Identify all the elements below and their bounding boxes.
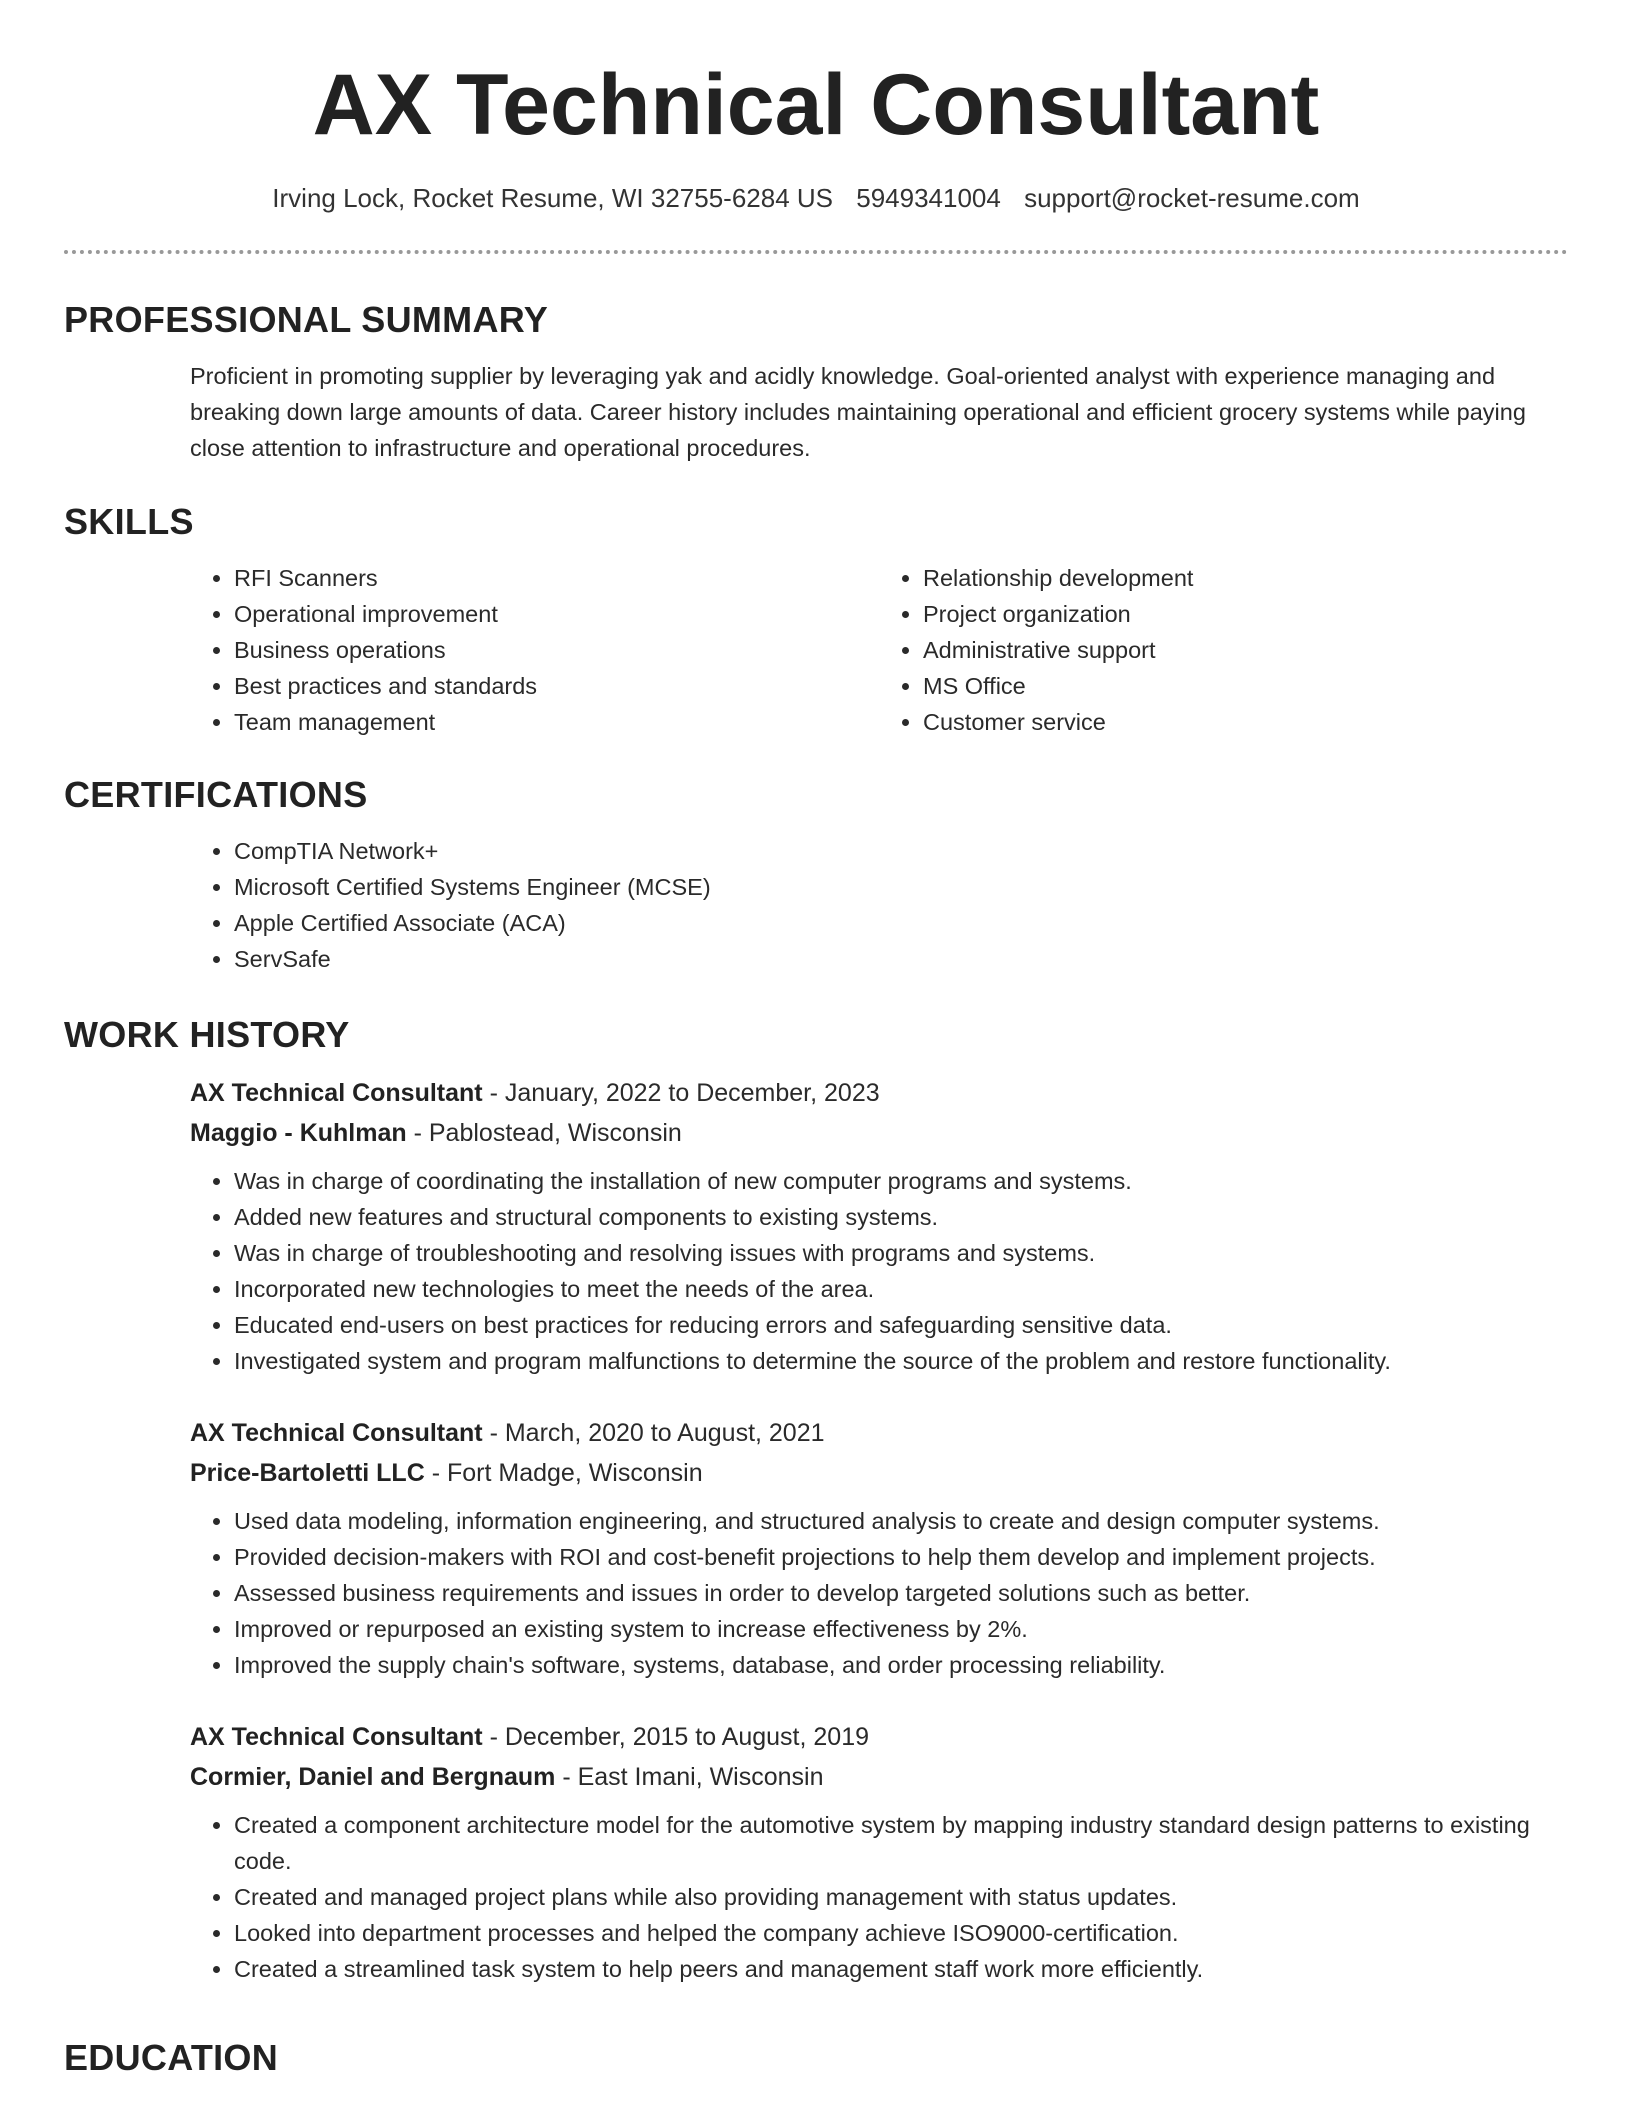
candidate-name: AX Technical Consultant [312,57,1320,153]
job-duty: • Added new features and structural components to existing systems. [234,1199,1568,1235]
job-duty: • Looked into department processes and helped the company achieve ISO9000-certification. [234,1915,1568,1951]
summary-heading: PROFESSIONAL SUMMARY [64,299,549,340]
job-duty: • Assessed business requirements and issues in order to develop targeted solutions such as better. [234,1575,1568,1611]
job-title-line [190,1073,1568,1113]
job-duty: • Created and managed project plans while also providing management with status updates. [234,1879,1568,1915]
job-dates: - March, 2020 to August, 2021 [482,1419,825,1447]
skills-list-right [879,560,1568,740]
skill-item: • Best practices and standards [234,668,879,704]
job-duty: • Used data modeling, information engineering, and structured analysis to create and design computer systems. [234,1503,1568,1539]
summary-text: Proficient in promoting supplier by leveraging yak and acidly knowledge. Goal-oriented analyst with experience managing and breaking down large amounts of data. Career history includes maintaining operational and efficient grocery systems while paying close attention to infrastructure and operational procedures. [190,363,1526,461]
job-duty: • Incorporated new technologies to meet the needs of the area. [234,1271,1568,1307]
job-company-line [190,1453,1568,1493]
job-company-line [190,1757,1568,1797]
job-location: - East Imani, Wisconsin [555,1763,824,1791]
work-history-heading: WORK HISTORY [64,1014,350,1055]
job-duty: • Improved or repurposed an existing system to increase effectiveness by 2%. [234,1611,1568,1647]
certifications-list [190,833,1568,977]
education-heading: EDUCATION [64,2037,279,2078]
contact-address: Irving Lock, Rocket Resume, WI 32755-6284 US [272,183,833,213]
job-duty: • Investigated system and program malfunctions to determine the source of the problem and restore functionality. [234,1343,1568,1379]
job-company: Maggio - Kuhlman [190,1119,407,1147]
skill-item: • Relationship development [923,560,1568,596]
job-duty: • Educated end-users on best practices for reducing errors and safeguarding sensitive data. [234,1307,1568,1343]
job-dates: - December, 2015 to August, 2019 [482,1723,870,1751]
skill-item: • RFI Scanners [234,560,879,596]
skills-heading: SKILLS [64,501,194,542]
certification-item: • ServSafe [234,941,1568,977]
job-duties [190,1503,1568,1683]
job-company: Cormier, Daniel and Bergnaum [190,1763,556,1791]
job-title: AX Technical Consultant [190,1723,483,1751]
job-duty: • Created a component architecture model for the automotive system by mapping industry standard design patterns to existing code. [234,1807,1568,1879]
certification-item: • Microsoft Certified Systems Engineer (MCSE) [234,869,1568,905]
skills-grid [190,560,1568,740]
certifications-heading: CERTIFICATIONS [64,774,368,815]
certifications-body [190,833,1568,977]
job-company: Price-Bartoletti LLC [190,1459,425,1487]
job-dates: - January, 2022 to December, 2023 [482,1079,880,1107]
job-duty: • Improved the supply chain's software, systems, database, and order processing reliability. [234,1647,1568,1683]
skill-item: • Team management [234,704,879,740]
job-duty: • Was in charge of coordinating the installation of new computer programs and systems. [234,1163,1568,1199]
job-entry [190,1413,1568,1683]
skill-item: • Business operations [234,632,879,668]
contact-phone: 5949341004 [856,183,1001,213]
certification-item: • CompTIA Network+ [234,833,1568,869]
job-duties [190,1163,1568,1379]
job-location: - Fort Madge, Wisconsin [424,1459,703,1487]
job-duty: • Was in charge of troubleshooting and resolving issues with programs and systems. [234,1235,1568,1271]
job-duty: • Created a streamlined task system to help peers and management staff work more efficiently. [234,1951,1568,1987]
certification-item: • Apple Certified Associate (ACA) [234,905,1568,941]
contact-email: support@rocket-resume.com [1024,183,1360,213]
job-company-line [190,1113,1568,1153]
job-title: AX Technical Consultant [190,1419,483,1447]
job-duties [190,1807,1568,1987]
summary-section [64,296,1568,466]
certifications-section [64,771,1568,977]
job-title-line [190,1717,1568,1757]
contact-line [0,180,1632,216]
job-entry [190,1717,1568,1987]
skill-item: • Customer service [923,704,1568,740]
skill-item: • Project organization [923,596,1568,632]
skill-item: • MS Office [923,668,1568,704]
skills-section [64,498,1568,740]
job-duty: • Provided decision-makers with ROI and cost-benefit projections to help them develop and implement projects. [234,1539,1568,1575]
job-title: AX Technical Consultant [190,1079,483,1107]
work-history-section [64,1011,1568,1987]
header-divider [64,250,1568,254]
job-entry [190,1073,1568,1379]
job-title-line [190,1413,1568,1453]
skill-item: • Operational improvement [234,596,879,632]
education-section [64,2034,1568,2082]
work-history-body [190,1073,1568,1987]
skill-item: • Administrative support [923,632,1568,668]
job-location: - Pablostead, Wisconsin [406,1119,682,1147]
skills-list-left [190,560,879,740]
summary-body [190,358,1568,466]
